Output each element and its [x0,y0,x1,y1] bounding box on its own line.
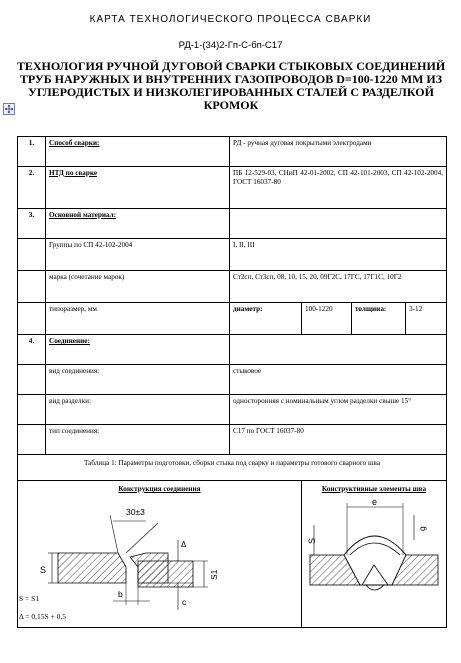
s-label-right: S [307,537,317,544]
weld-elements-drawing [302,495,447,625]
table-row [18,239,447,271]
diameter-label: диаметр: [230,303,302,335]
table-row [18,481,447,628]
g-label: g [417,526,427,531]
table-row [18,167,447,209]
card-code: РД-1-(34)2-Гп-С-бп-С17 [178,40,283,51]
joint-design-title: Конструкция соединения [118,485,201,493]
table-caption: Таблица 1: Параметры подготовки, сборки стыка под сварку и параметры готового сварного шва [18,455,447,481]
row-label: Группы по СП 42-102-2004 [46,239,230,271]
table-row [18,209,447,239]
row-label: вид соединения: [46,365,230,395]
thickness-value: 3-12 [406,303,447,335]
table-move-handle-icon[interactable] [3,103,15,115]
row-number: 4. [18,335,46,365]
b-label: b [118,589,123,599]
table-row [18,335,447,365]
row-label: вид разделки: [46,395,230,425]
row-label: Способ сварки: [46,137,230,167]
s1-label: S1 [209,569,219,580]
row-value: Ст2сп, Ст3сп, 08, 10, 15, 20, 09Г2С, 17ГС, 17Г1С, 10Г2 [230,271,447,303]
row-value: односторонняя с номинальным углом разделки свыше 15° [230,395,447,425]
table-row [18,137,447,167]
table-row [18,455,447,481]
row-value: РД - ручная дуговая покрытыми электродами [230,137,447,167]
row-value: I, II, III [230,239,447,271]
row-label: НТД по сварке [46,167,230,209]
row-number: 2. [18,167,46,209]
e-label: e [372,497,378,507]
s-label: S [40,565,47,575]
joint-design-cell [18,481,302,628]
row-number: 1. [18,137,46,167]
table-row [18,365,447,395]
delta-label: Δ [181,540,187,549]
row-label: тип соединения: [46,425,230,455]
weld-elements-cell [302,481,447,628]
card-title: КАРТА ТЕХНОЛОГИЧЕСКОГО ПРОЦЕССА СВАРКИ [89,14,372,25]
note-delta-formula: Δ = 0,15S + 0,5 [19,612,67,621]
row-label: типоразмер, мм [46,303,230,335]
diameter-value: 100-1220 [302,303,352,335]
row-label: Основной материал: [46,209,230,239]
table-row [18,271,447,303]
row-label: марка (сочетание марок) [46,271,230,303]
table-row [18,425,447,455]
process-table [17,136,447,628]
note-s-equals-s1: S = S1 [19,594,40,603]
row-value: С17 по ГОСТ 16037-80 [230,425,447,455]
angle-label: 30±3 [126,507,145,517]
weld-elements-title: Конструктивные элементы шва [321,485,427,493]
row-value: стыковое [230,365,447,395]
document-heading: ТЕХНОЛОГИЯ РУЧНОЙ ДУГОВОЙ СВАРКИ СТЫКОВЫХ СОЕДИНЕНИЙ ТРУБ НАРУЖНЫХ И ВНУТРЕННИХ ГАЗОПРОВОДОВ D=100-1220 ММ ИЗ УГЛЕРОДИСТЫХ И НИЗКОЛЕГИРОВАННЫХ СТАЛЕЙ С РАЗДЕЛКОЙ КРОМОК [16,59,446,112]
table-row [18,303,447,335]
joint-design-drawing [18,495,248,625]
row-value: ПБ 12-529-03, СНиП 42-01-2002, СП 42-101-2003, СП 42-102-2004, ГОСТ 16037-80 [230,167,447,209]
row-label: Соединение: [46,335,230,365]
c-label: c [182,597,187,607]
table-row [18,395,447,425]
row-number: 3. [18,209,46,239]
thickness-label: толщина: [352,303,406,335]
